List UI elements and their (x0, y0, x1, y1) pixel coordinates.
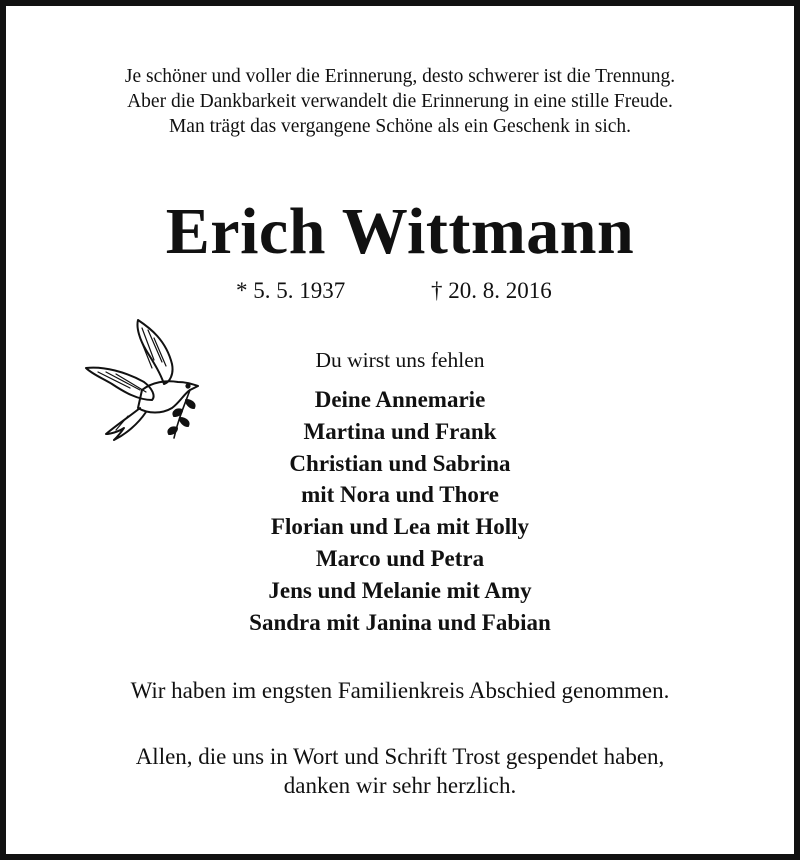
memorial-quote (6, 64, 794, 139)
motto: Du wirst uns fehlen (315, 348, 485, 372)
quote-line: Je schöner und voller die Erinnerung, desto schwerer ist die Trennung. (124, 66, 676, 87)
death-date: † 20. 8. 2016 (431, 278, 552, 303)
quote-line: Aber die Dankbarkeit verwandelt die Erinnerung in eine stille Freude. (127, 91, 673, 112)
signers-list (6, 384, 794, 638)
signer: Christian und Sabrina (289, 450, 511, 476)
farewell-note: Wir haben im engsten Familienkreis Abschied genommen. (130, 678, 670, 703)
signer: Deine Annemarie (314, 387, 486, 412)
birth-date: * 5. 5. 1937 (236, 278, 346, 303)
signer: Marco und Petra (315, 545, 485, 571)
thanks-line: danken wir sehr herzlich. (283, 773, 517, 798)
signer: Florian und Lea mit Holly (270, 514, 530, 540)
quote-line: Man trägt das vergangene Schöne als ein Geschenk in sich. (168, 116, 632, 137)
signer: Jens und Melanie mit Amy (268, 577, 532, 603)
deceased-name: Erich Wittmann (165, 195, 635, 268)
thanks-line: Allen, die uns in Wort und Schrift Trost gespendet haben, (135, 744, 665, 769)
signer: Martina und Frank (303, 418, 497, 444)
signer: Sandra mit Janina und Fabian (249, 609, 551, 635)
thanks-note (6, 742, 794, 800)
signer: mit Nora und Thore (301, 482, 499, 508)
